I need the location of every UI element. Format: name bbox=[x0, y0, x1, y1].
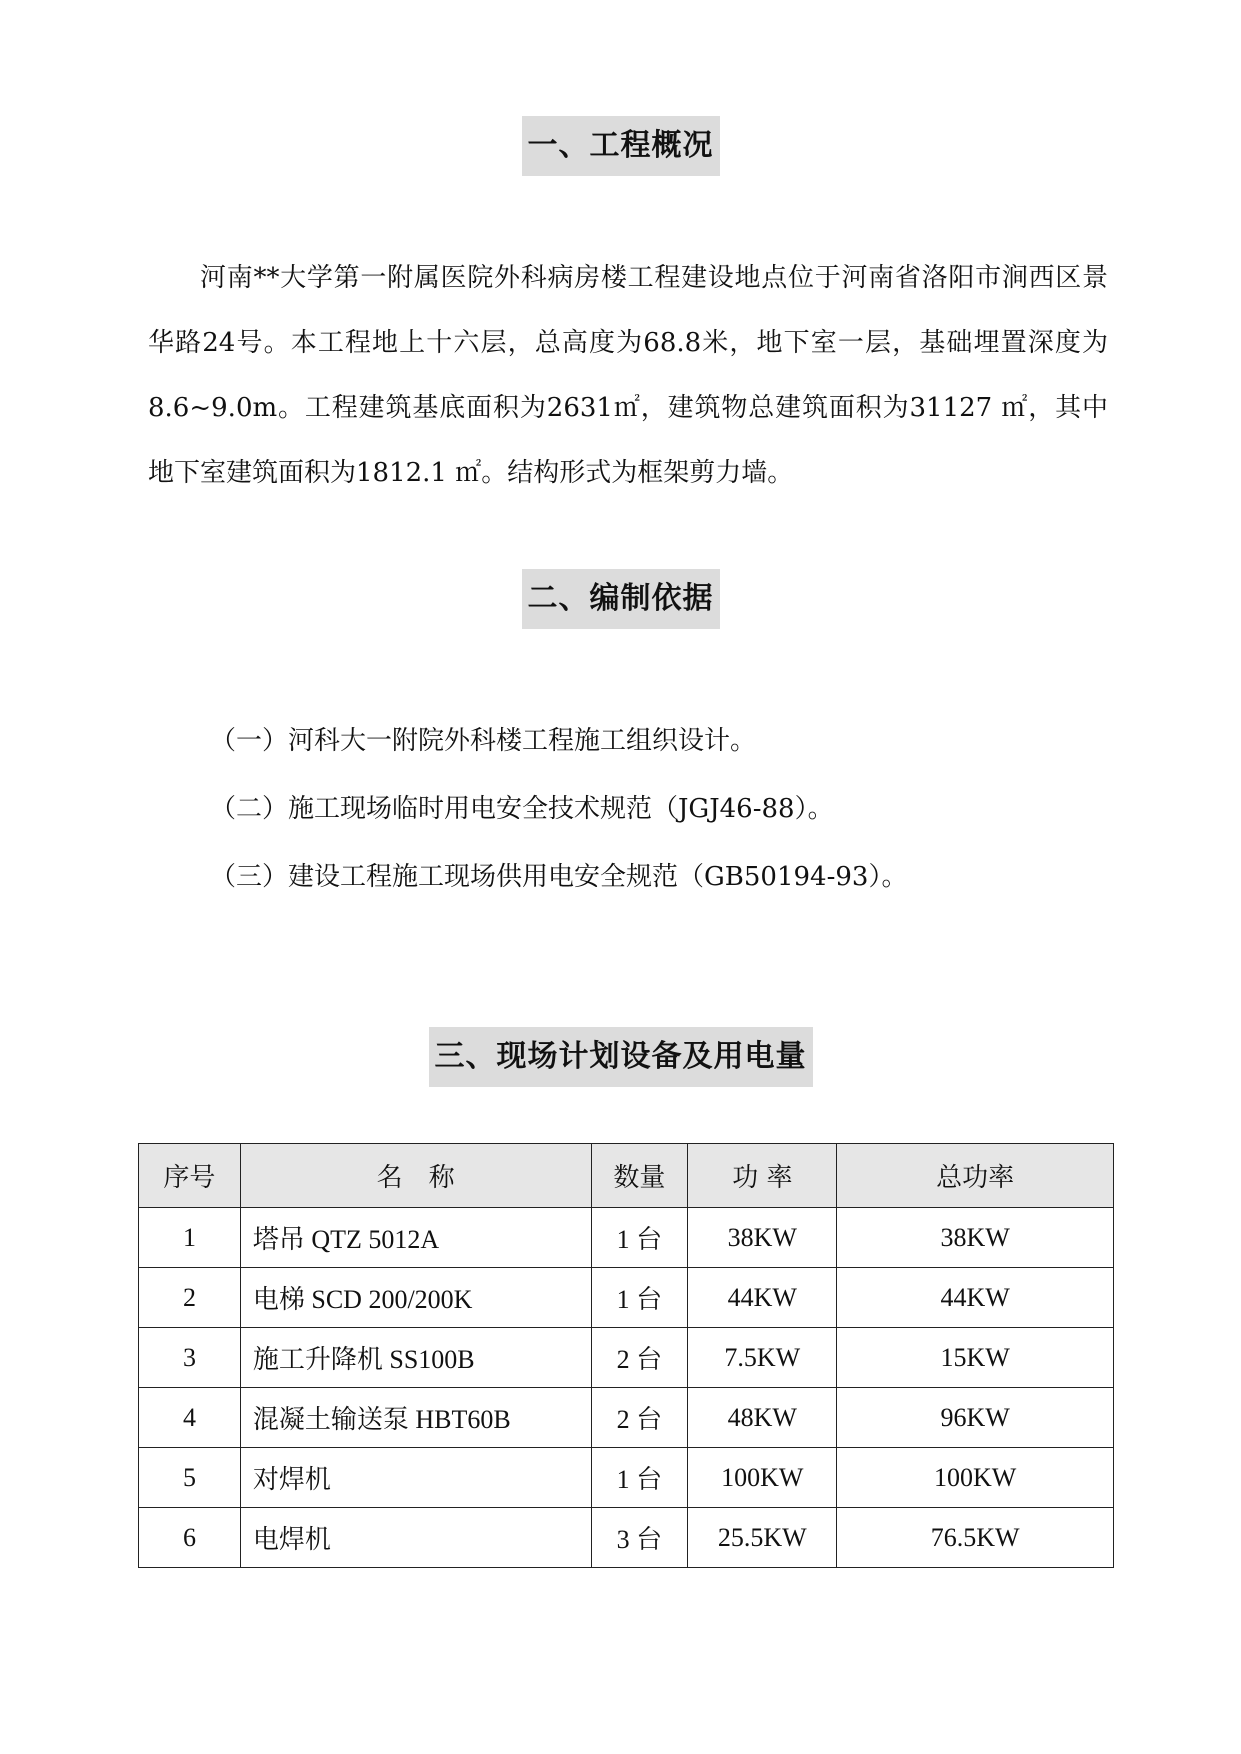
column-header-index: 序号 bbox=[139, 1144, 241, 1208]
basis-item: （二）施工现场临时用电安全技术规范（JGJ46-88）。 bbox=[210, 794, 834, 824]
cell-power: 44KW bbox=[688, 1268, 837, 1328]
cell-name: 电焊机 bbox=[240, 1508, 591, 1568]
column-header-power: 功 率 bbox=[688, 1144, 837, 1208]
cell-total-power: 38KW bbox=[837, 1208, 1114, 1268]
cell-name: 施工升降机 SS100B bbox=[240, 1328, 591, 1388]
cell-power: 48KW bbox=[688, 1388, 837, 1448]
cell-name: 塔吊 QTZ 5012A bbox=[240, 1208, 591, 1268]
table-header-row bbox=[139, 1144, 1114, 1208]
table-row bbox=[139, 1388, 1114, 1448]
cell-quantity: 1 台 bbox=[591, 1208, 688, 1268]
cell-name: 电梯 SCD 200/200K bbox=[240, 1268, 591, 1328]
cell-total-power: 96KW bbox=[837, 1388, 1114, 1448]
equipment-table bbox=[138, 1143, 1114, 1568]
cell-name: 混凝土输送泵 HBT60B bbox=[240, 1388, 591, 1448]
cell-power: 38KW bbox=[688, 1208, 837, 1268]
cell-quantity: 2 台 bbox=[591, 1388, 688, 1448]
cell-index: 4 bbox=[139, 1388, 241, 1448]
cell-total-power: 15KW bbox=[837, 1328, 1114, 1388]
cell-name: 对焊机 bbox=[240, 1448, 591, 1508]
cell-power: 100KW bbox=[688, 1448, 837, 1508]
cell-quantity: 1 台 bbox=[591, 1448, 688, 1508]
basis-item: （三）建设工程施工现场供用电安全规范（GB50194-93）。 bbox=[210, 862, 908, 892]
cell-total-power: 100KW bbox=[837, 1448, 1114, 1508]
cell-quantity: 2 台 bbox=[591, 1328, 688, 1388]
column-header-quantity: 数量 bbox=[591, 1144, 688, 1208]
overview-paragraph: 河南**大学第一附属医院外科病房楼工程建设地点位于河南省洛阳市涧西区景华路24号。本工程地上十六层，总高度为68.8米，地下室一层，基础埋置深度为8.6~9.0m。工程建筑基底面积为2631㎡，建筑物总建筑面积为31127 ㎡，其中地下室建筑面积为1812.1 ㎡。结构形式为框架剪力墙。 bbox=[148, 263, 1108, 488]
table-row bbox=[139, 1328, 1114, 1388]
cell-quantity: 1 台 bbox=[591, 1268, 688, 1328]
cell-index: 2 bbox=[139, 1268, 241, 1328]
table-row bbox=[139, 1208, 1114, 1268]
heading-text: 二、编制依据 bbox=[522, 569, 720, 629]
cell-index: 6 bbox=[139, 1508, 241, 1568]
cell-total-power: 76.5KW bbox=[837, 1508, 1114, 1568]
section-heading-overview bbox=[0, 116, 1241, 176]
column-header-name: 名 称 bbox=[240, 1144, 591, 1208]
cell-total-power: 44KW bbox=[837, 1268, 1114, 1328]
cell-index: 3 bbox=[139, 1328, 241, 1388]
basis-item: （一）河科大一附院外科楼工程施工组织设计。 bbox=[210, 726, 757, 756]
column-header-total-power: 总功率 bbox=[837, 1144, 1114, 1208]
cell-power: 25.5KW bbox=[688, 1508, 837, 1568]
section-heading-basis bbox=[0, 569, 1241, 629]
cell-power: 7.5KW bbox=[688, 1328, 837, 1388]
table-row bbox=[139, 1268, 1114, 1328]
heading-text: 一、工程概况 bbox=[522, 116, 720, 176]
heading-text: 三、现场计划设备及用电量 bbox=[429, 1027, 813, 1087]
cell-quantity: 3 台 bbox=[591, 1508, 688, 1568]
cell-index: 1 bbox=[139, 1208, 241, 1268]
table-row bbox=[139, 1508, 1114, 1568]
section-heading-equipment bbox=[0, 1027, 1241, 1087]
cell-index: 5 bbox=[139, 1448, 241, 1508]
table-row bbox=[139, 1448, 1114, 1508]
